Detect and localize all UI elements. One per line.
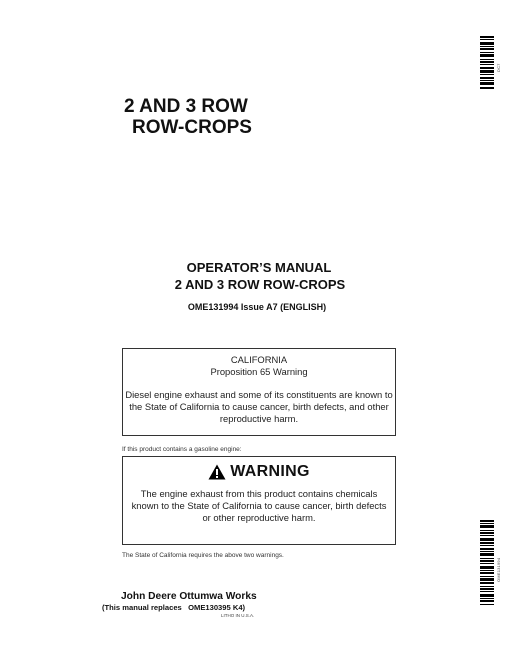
warning-triangle-icon: [208, 464, 226, 480]
footer-works: John Deere Ottumwa Works: [121, 591, 257, 602]
barcode-bottom-code: OME131994: [496, 557, 501, 582]
warning-body: The engine exhaust from this product contains chemicals known to the State of California to cause cancer, birth defects or other reproductive harm.: [131, 488, 387, 523]
cover-title: [124, 96, 324, 138]
barcode-top: [480, 36, 494, 94]
california-heading: CALIFORNIA: [230, 354, 288, 365]
gasoline-warning-box: [122, 456, 396, 545]
manual-heading-block: [0, 259, 510, 313]
manual-product: 2 AND 3 ROW ROW-CROPS: [174, 277, 346, 292]
warning-header: [123, 464, 395, 480]
gasoline-note: If this product contains a gasoline engine:: [122, 446, 242, 453]
footer-replaces: (This manual replaces OME130395 K4): [102, 603, 246, 612]
barcode-bottom: [480, 520, 494, 620]
cover-title-line1: 2 AND 3 ROW: [124, 96, 248, 117]
state-note: The State of California requires the above two warnings.: [122, 552, 284, 559]
barcode-top-code: DC7: [496, 63, 501, 72]
warning-label: WARNING: [230, 463, 310, 480]
manual-part-number: OME131994 Issue A7 (ENGLISH): [187, 302, 327, 312]
cover-title-line2: ROW-CROPS: [132, 117, 252, 138]
california-warning-box: [122, 348, 396, 436]
footer-litho: LITHO IN U.S.A.: [221, 613, 255, 618]
california-subheading: Proposition 65 Warning: [210, 366, 308, 377]
footer: [102, 591, 257, 619]
california-body: Diesel engine exhaust and some of its constituents are known to the State of California to cause cancer, birth defects, and other reproductive harm.: [125, 389, 393, 424]
manual-heading: OPERATOR’S MANUAL: [186, 260, 332, 275]
